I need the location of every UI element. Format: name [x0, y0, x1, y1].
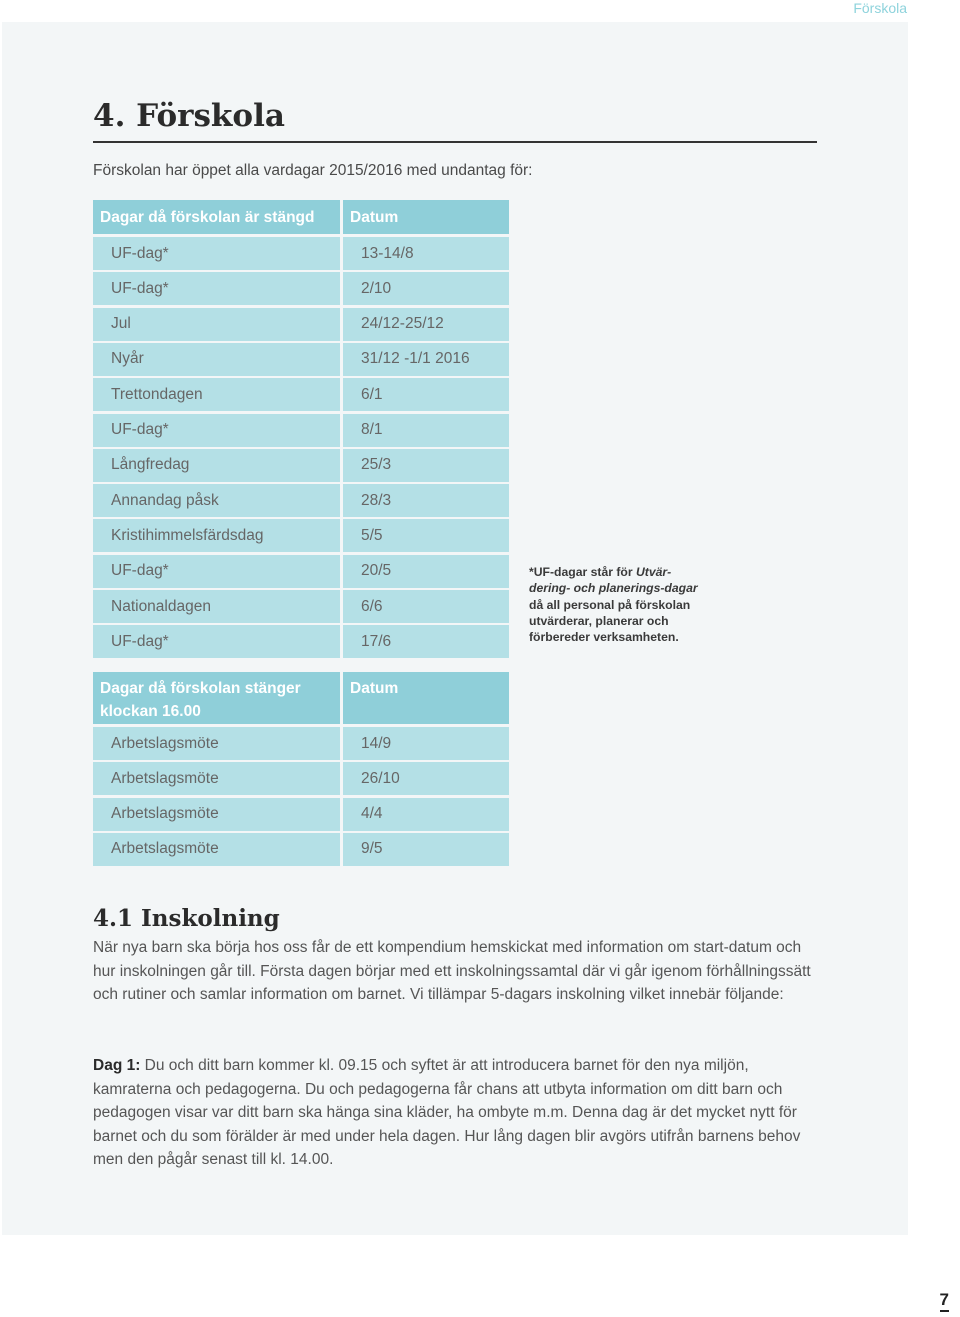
table-cell-date: 28/3: [343, 484, 509, 517]
table-cell-date: 20/5: [343, 555, 509, 588]
table-cell-day: UF-dag*: [93, 555, 340, 588]
table-cell-date: 26/10: [343, 762, 509, 795]
day1-text: Du och ditt barn kommer kl. 09.15 och syftet är att introducera barnet för den nya miljön, kamraterna och pedagogerna. Du och pedagogerna får chans att utbyta information om ditt barn och pedagogen visar var ditt barn ska hänga sina kläder, ha ombyte m.m. Denna dag är det mycket nytt för barnet och du som förälder är med under hela dagen. Hur lång dagen blir avgörs utifrån barnens behov men den pågår senast till kl. 14.00.: [93, 1057, 801, 1168]
table-cell-date: 6/6: [343, 590, 509, 623]
table-cell-date: 8/1: [343, 414, 509, 447]
table-cell-day: Arbetslagsmöte: [93, 833, 340, 866]
table-cell-date: 14/9: [343, 727, 509, 760]
table-cell-date: 31/12 -1/1 2016: [343, 343, 509, 376]
table-cell-day: Trettondagen: [93, 378, 340, 411]
table2-header-date: Datum: [343, 672, 509, 724]
intro-text: Förskolan har öppet alla vardagar 2015/2016 med undantag för:: [93, 162, 533, 179]
table1-header-days: Dagar då förskolan är stängd: [93, 200, 340, 234]
day1-paragraph: [93, 1054, 817, 1172]
table-cell-day: Arbetslagsmöte: [93, 762, 340, 795]
table-cell-day: Nyår: [93, 343, 340, 376]
table-cell-date: 24/12-25/12: [343, 308, 509, 341]
table-cell-day: Annandag påsk: [93, 484, 340, 517]
table-cell-date: 25/3: [343, 449, 509, 482]
table-cell-day: UF-dag*: [93, 237, 340, 270]
page-title: 4. Förskola: [93, 98, 285, 134]
running-header: Förskola: [853, 0, 907, 16]
table-cell-day: Långfredag: [93, 449, 340, 482]
table-cell-date: 5/5: [343, 519, 509, 552]
table-cell-day: Arbetslagsmöte: [93, 727, 340, 760]
inskolning-paragraph: När nya barn ska börja hos oss får de ett kompendium hemskickat med information om start-datum och hur inskolningen går till. Första dagen börjar med ett inskolningssamtal där vi går igenom förhållningssätt och rutiner och samlar information om barnet. Vi tillämpar 5-dagars inskolning vilket innebär följande:: [93, 939, 811, 1003]
table-cell-date: 4/4: [343, 798, 509, 831]
table-cell-date: 2/10: [343, 272, 509, 305]
table-cell-day: Jul: [93, 308, 340, 341]
table-cell-date: 6/1: [343, 378, 509, 411]
table1-header-date: Datum: [343, 200, 509, 234]
table-cell-date: 9/5: [343, 833, 509, 866]
table-cell-day: UF-dag*: [93, 272, 340, 305]
table-cell-day: Arbetslagsmöte: [93, 798, 340, 831]
page-number: 7: [940, 1290, 949, 1312]
title-rule: [93, 141, 817, 143]
section-heading: 4.1 Inskolning: [93, 905, 280, 932]
table2-header-days: Dagar då förskolan stänger klockan 16.00: [93, 672, 340, 724]
table-cell-day: UF-dag*: [93, 625, 340, 658]
table-cell-day: Nationaldagen: [93, 590, 340, 623]
table-cell-date: 13-14/8: [343, 237, 509, 270]
uf-footnote: *UF-dagar står för Utvär-dering- och planerings-dagar då all personal på förskolan utvärderar, planerar och förbereder verksamheten.: [529, 565, 698, 645]
table-cell-day: Kristihimmelsfärdsdag: [93, 519, 340, 552]
day1-label: Dag 1:: [93, 1057, 141, 1074]
uf-footnote-emphasis: Utvär-dering- och planerings-dagar: [529, 565, 698, 596]
table-cell-date: 17/6: [343, 625, 509, 658]
table-cell-day: UF-dag*: [93, 414, 340, 447]
